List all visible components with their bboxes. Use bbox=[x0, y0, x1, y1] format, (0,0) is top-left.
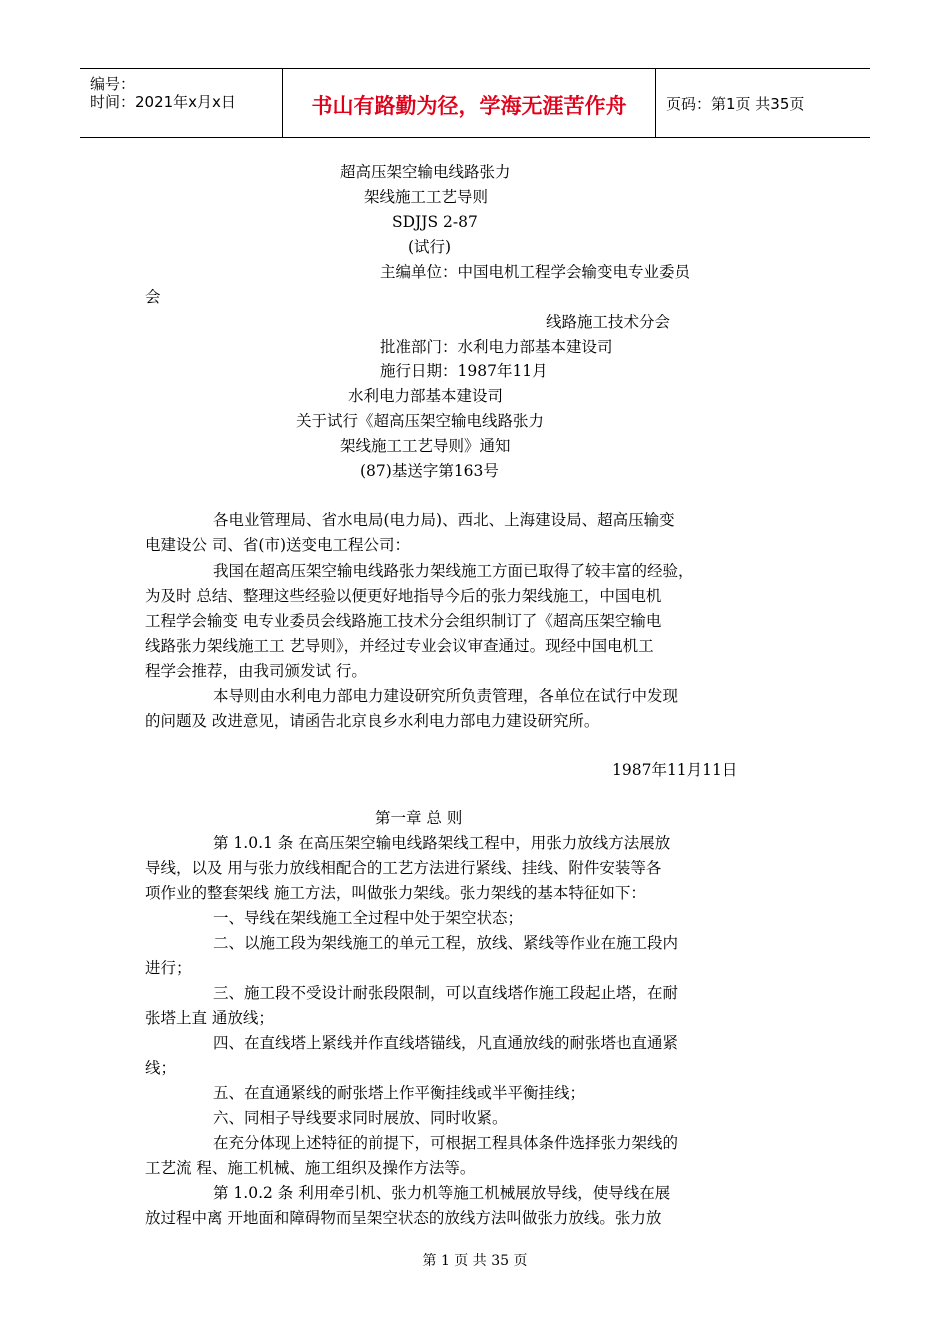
approver: 批准部门：水利电力部基本建设司 bbox=[380, 338, 613, 356]
para-line: 为及时 总结、整理这些经验以便更好地指导今后的张力架线施工，中国电机 bbox=[145, 587, 662, 605]
header-table bbox=[80, 68, 870, 138]
list-item: 线； bbox=[145, 1059, 177, 1077]
page-footer: 第 1 页 共 35 页 bbox=[422, 1253, 528, 1269]
article-line: 第 1.0.1 条 在高压架空输电线路架线工程中，用张力放线方法展放 bbox=[213, 834, 671, 852]
editor-unit: 主编单位：中国电机工程学会输变电专业委员 bbox=[380, 263, 691, 281]
list-item: 进行； bbox=[145, 959, 192, 977]
chapter-heading: 第一章 总 则 bbox=[375, 809, 463, 827]
doc-number: (87)基送字第163号 bbox=[360, 462, 499, 480]
page-info: 页码：第1页 共35页 bbox=[666, 95, 805, 113]
header-left-cell bbox=[80, 69, 283, 137]
list-item: 一、导线在架线施工全过程中处于架空状态； bbox=[213, 909, 524, 927]
article-line: 导线，以及 用与张力放线相配合的工艺方法进行紧线、挂线、附件安装等各 bbox=[145, 859, 662, 877]
para-line: 线路张力架线施工工 艺导则》，并经过专业会议审查通过。现经中国电机工 bbox=[145, 637, 654, 655]
doc-title-1: 超高压架空输电线路张力 bbox=[340, 163, 511, 181]
article-line: 项作业的整套架线 施工方法，叫做张力架线。张力架线的基本特征如下： bbox=[145, 884, 646, 902]
para-line: 本导则由水利电力部电力建设研究所负责管理，各单位在试行中发现 bbox=[213, 687, 679, 705]
editor-unit-cont: 会 bbox=[145, 288, 161, 306]
para-line: 各电业管理局、省水电局(电力局)、西北、上海建设局、超高压输变 bbox=[213, 511, 675, 529]
doc-code: SDJJS 2-87 bbox=[392, 213, 478, 231]
para-line: 工程学会输变 电专业委员会线路施工技术分会组织制订了《超高压架空输电 bbox=[145, 612, 662, 630]
para-line: 工艺流 程、施工机械、施工组织及操作方法等。 bbox=[145, 1159, 476, 1177]
effective-date: 施行日期：1987年11月 bbox=[380, 362, 548, 380]
doc-trial: (试行) bbox=[408, 238, 452, 256]
issuer: 水利电力部基本建设司 bbox=[348, 387, 504, 405]
para-line: 程学会推荐，由我司颁发试 行。 bbox=[145, 662, 367, 680]
notice-title-2: 架线施工工艺导则》通知 bbox=[340, 437, 511, 455]
list-item: 四、在直线塔上紧线并作直线塔锚线，凡直通放线的耐张塔也直通紧 bbox=[213, 1034, 679, 1052]
notice-title-1: 关于试行《超高压架空输电线路张力 bbox=[296, 412, 545, 430]
time-label: 时间：2021年x月x日 bbox=[90, 93, 236, 111]
para-line: 在充分体现上述特征的前提下，可根据工程具体条件选择张力架线的 bbox=[213, 1134, 679, 1152]
para-line: 的问题及 改进意见，请函告北京良乡水利电力部电力建设研究所。 bbox=[145, 712, 600, 730]
article-line: 第 1.0.2 条 利用牵引机、张力机等施工机械展放导线，使导线在展 bbox=[213, 1184, 671, 1202]
signature-date: 1987年11月11日 bbox=[612, 761, 738, 779]
para-line: 电建设公 司、省(市)送变电工程公司： bbox=[145, 536, 411, 554]
header-motto-cell bbox=[283, 69, 656, 137]
list-item: 五、在直通紧线的耐张塔上作平衡挂线或半平衡挂线； bbox=[213, 1084, 586, 1102]
motto: 书山有路勤为径，学海无涯苦作舟 bbox=[311, 94, 627, 118]
number-label: 编号： bbox=[90, 75, 136, 93]
editor-subunit: 线路施工技术分会 bbox=[546, 313, 671, 331]
list-item: 三、施工段不受设计耐张段限制，可以直线塔作施工段起止塔，在耐 bbox=[213, 984, 679, 1002]
doc-title-2: 架线施工工艺导则 bbox=[364, 188, 489, 206]
list-item: 二、以施工段为架线施工的单元工程，放线、紧线等作业在施工段内 bbox=[213, 934, 679, 952]
header-page-cell bbox=[656, 69, 870, 137]
list-item: 六、同相子导线要求同时展放、同时收紧。 bbox=[213, 1109, 508, 1127]
list-item: 张塔上直 通放线； bbox=[145, 1009, 274, 1027]
article-line: 放过程中离 开地面和障碍物而呈架空状态的放线方法叫做张力放线。张力放 bbox=[145, 1209, 662, 1227]
para-line: 我国在超高压架空输电线路张力架线施工方面已取得了较丰富的经验， bbox=[213, 562, 694, 580]
